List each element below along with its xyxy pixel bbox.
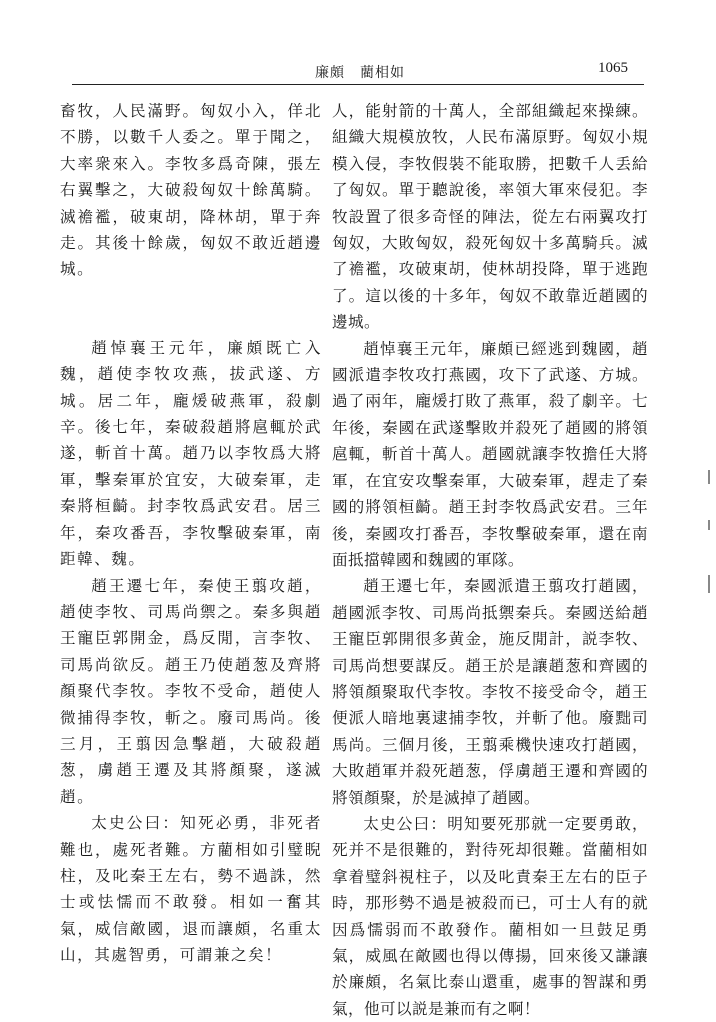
translation-paragraph: 人，能射箭的十萬人，全部組織起來操練。組織大規模放牧，人民布滿原野。匈奴小規模入侵，李牧假裝不能取勝，把數千人丢給了匈奴。單于聽說後，率領大軍來侵犯。李牧設置了很多奇怪的陣法，從左右兩翼攻打匈奴，大敗匈奴，殺死匈奴十多萬騎兵。滅了襜襤，攻破東胡，使林胡投降，單于逃跑了。這以後的十多年，匈奴不敢靠近趙國的邊城。 [332, 102, 648, 332]
header-rule [72, 84, 644, 85]
translation-paragraph: 趙王遷七年，秦國派遣王翦攻打趙國，趙國派李牧、司馬尚抵禦秦兵。秦國送給趙王寵臣郭開很多黄金，施反閒計，説李牧、司馬尚想要謀反。趙王於是讓趙葱和齊國的將領顏聚取代李牧。李牧不接受命令，趙王便派人暗地裏逮捕李牧，并斬了他。廢黜司馬尚。三個月後，王翦乘機快速攻打趙國，大敗趙軍并殺死趙葱，俘虜趙王遷和齊國的將領顏聚，於是滅掉了趙國。 [332, 577, 648, 807]
running-title: 廉頗 藺相如 [315, 65, 405, 81]
classical-paragraph: 趙王遷七年，秦使王翦攻趙，趙使李牧、司馬尚禦之。秦多與趙王寵臣郭開金，爲反閒，言李牧、司馬尚欲反。趙王乃使趙葱及齊將顏聚代李牧。李牧不受命，趙使人微捕得李牧，斬之。廢司馬尚。後三月，王翦因急擊趙，大破殺趙葱，虜趙王遷及其將顏聚，遂滅趙。 [60, 576, 322, 806]
classical-text-column [60, 98, 322, 969]
translation-text-column [332, 98, 648, 1022]
translation-paragraph: 趙悼襄王元年，廉頗已經逃到魏國，趙國派遣李牧攻打燕國，攻下了武遂、方城。過了兩年，龐煖打敗了燕軍，殺了劇辛。七年後，秦國在武遂擊敗并殺死了趙國的將領扈輒，斬首十萬人。趙國就讓李牧擔任大將軍，在宜安攻擊秦軍，大破秦軍，趕走了秦國的將領桓齮。趙王封李牧爲武安君。三年後，秦國攻打番吾，李牧擊破秦軍，還在南面抵擋韓國和魏國的軍隊。 [332, 339, 648, 569]
classical-paragraph: 趙悼襄王元年，廉頗既亡入魏，趙使李牧攻燕，拔武遂、方城。居二年，龐煖破燕軍，殺劇辛。後七年，秦破殺趙將扈輒於武遂，斬首十萬。趙乃以李牧爲大將軍，擊秦軍於宜安，大破秦軍，走秦將桓齮。封李牧爲武安君。居三年，秦攻番吾，李牧擊破秦軍，南距韓、魏。 [60, 338, 322, 569]
scan-margin-mark [708, 470, 710, 484]
classical-paragraph: 畜牧，人民滿野。匈奴小入，佯北不勝，以數千人委之。單于聞之，大率衆來入。李牧多爲奇陳，張左右翼擊之，大破殺匈奴十餘萬騎。滅襜襤，破東胡，降林胡，單于奔走。其後十餘歲，匈奴不敢近趙邊城。 [60, 102, 322, 279]
running-header [80, 60, 640, 82]
translation-paragraph: 太史公曰：明知要死那就一定要勇敢，死并不是很難的，對待死却很難。當藺相如拿着璧斜視柱子，以及叱責秦王左右的臣子時，那形勢不過是被殺而已，可士人有的就因爲懦弱而不敢發作。藺相如一旦鼓足勇氣，威風在敵國也得以傳揚，回來後又謙讓於廉頗，名氣比泰山還重，處事的智謀和勇氣，他可以説是兼而有之啊！ [332, 814, 648, 1018]
paragraph-gap [60, 283, 322, 335]
scan-margin-mark [708, 575, 710, 593]
page-number: 1065 [598, 60, 628, 76]
scan-margin-mark [708, 520, 710, 530]
classical-paragraph: 太史公曰：知死必勇，非死者難也，處死者難。方藺相如引璧睨柱，及叱秦王左右，勢不過誅，然士或怯懦而不敢發。相如一奮其氣，威信敵國，退而讓頗，名重太山，其處智勇，可謂兼之矣！ [60, 814, 322, 965]
